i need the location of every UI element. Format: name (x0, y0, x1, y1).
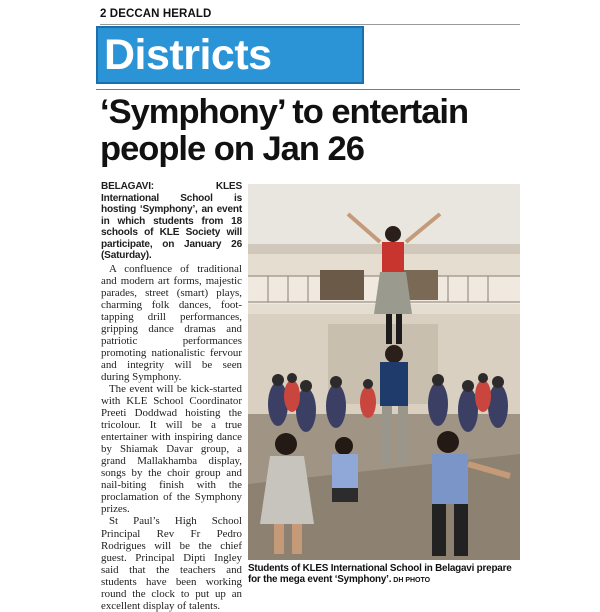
caption-text: Students of KLES International School in Belagavi prepare for the mega event ‘Symphony’. (248, 563, 512, 585)
section-header (96, 26, 364, 84)
dateline: BELAGAVI: (101, 181, 154, 192)
photo-credit: DH PHOTO (393, 577, 431, 584)
article-headline (100, 94, 520, 168)
section-title: Districts (104, 31, 272, 79)
headline-line-1: ‘Symphony’ to entertain (100, 93, 469, 131)
photo-caption (248, 563, 520, 586)
article-body (101, 181, 242, 612)
headline-line-2: people on Jan 26 (100, 130, 364, 168)
body-paragraph: St Paul’s High School Principal Rev Fr Pedro Rodrigues will be the chief guest. Principal Dipti Ingley said that the teachers and students have been working round the clock to put up an excellent display of talents. (101, 515, 242, 612)
section-rule (96, 89, 520, 90)
body-paragraph: The event will be kick-started with KLE School Coordinator Preeti Doddwad hoisting the tricolour. It will be a true entertainer with inspiring dance by Shiamak Davar group, a grand Mallakhamba display, songs by the choir group and nail-biting finish with the proclamation of the Symphony prizes. (101, 382, 242, 516)
body-paragraph: A confluence of traditional and modern art forms, majestic parades, street (smart) plays, charming folk dances, foot-tapping drill performances, gripping dance dramas and patriotic performances promoting nationalistic fervour and integrity will be seen during Symphony. (101, 262, 242, 383)
lead-text: KLES International School is hosting ‘Symphony’, an event in which students from 18 schools of KLE Society will participate, on January 26 (Saturday). (101, 181, 242, 261)
page-folio (100, 8, 211, 20)
photo-illustration (248, 184, 520, 560)
lead-paragraph (101, 181, 242, 262)
news-photo (248, 184, 520, 560)
newspaper-name: DECCAN HERALD (109, 8, 212, 20)
folio-rule (100, 24, 520, 25)
page-number: 2 (100, 8, 107, 20)
